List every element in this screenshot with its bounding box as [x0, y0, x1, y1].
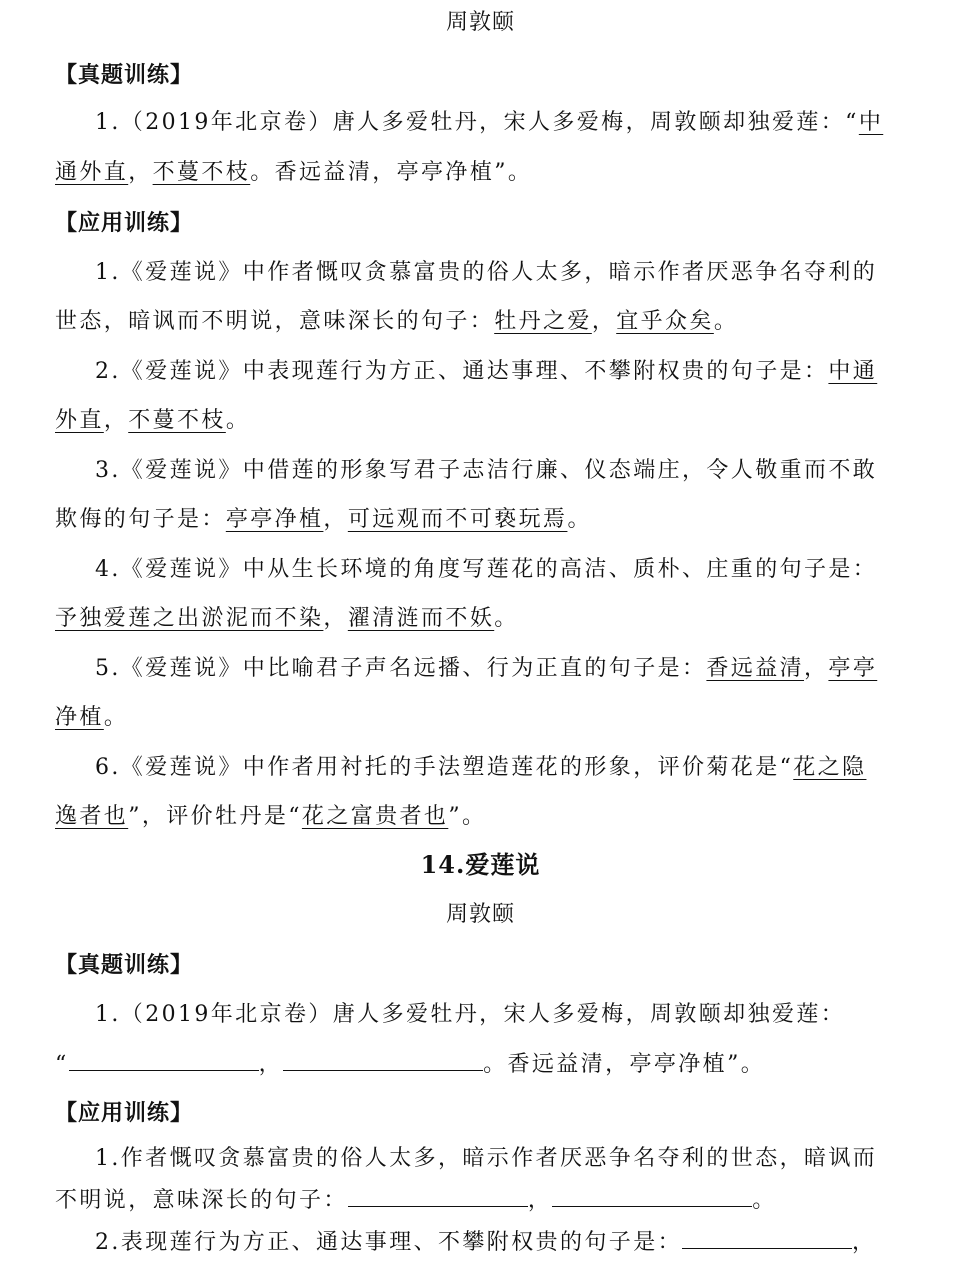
q3-line2-upper: 欺侮的句子是：亭亭净植，可远观而不可亵玩焉。	[55, 507, 592, 532]
zhenti-heading-upper: 【真题训练】	[55, 62, 194, 88]
q5-line2-upper: 净植。	[55, 705, 129, 730]
q4-line2-upper: 予独爱莲之出淤泥而不染，濯清涟而不妖。	[55, 606, 519, 631]
answer-blank[interactable]	[69, 1052, 259, 1071]
answer-text: 可远观而不可亵玩焉	[347, 507, 568, 532]
answer-text: 濯清涟而不妖	[347, 606, 495, 631]
answer-blank[interactable]	[348, 1188, 528, 1207]
answer-text: 中	[858, 110, 884, 135]
yingyong-heading-lower: 【应用训练】	[55, 1100, 194, 1126]
zhenti-q1-line1-lower: 1.（2019年北京卷）唐人多爱牡丹，宋人多爱梅，周敦颐却独爱莲：	[95, 1002, 846, 1027]
zhenti-q1-line2-lower: “ ， 。香远益清，亭亭净植”。	[55, 1052, 766, 1077]
answer-text: 中通	[828, 359, 878, 384]
answer-text: 宜乎众矣	[616, 309, 714, 334]
answer-text: 亭亭	[828, 656, 878, 681]
q1-line1-lower: 1.作者慨叹贪慕富贵的俗人太多，暗示作者厌恶争名夺利的世态，暗讽而	[95, 1146, 878, 1171]
answer-text: 牡丹之爱	[494, 309, 592, 334]
zhenti-q1-line2-upper: 通外直，不蔓不枝。香远益清，亭亭净植”。	[55, 160, 533, 185]
q1-line2-lower: 不明说，意味深长的句子： ， 。	[55, 1188, 777, 1213]
zhenti-q1-line1-upper: 1.（2019年北京卷）唐人多爱牡丹，宋人多爱梅，周敦颐却独爱莲：“中	[95, 110, 884, 135]
answer-text: 花之富贵者也	[301, 804, 449, 829]
q6-line1-upper: 6.《爱莲说》中作者用衬托的手法塑造莲花的形象，评价菊花是“花之隐	[95, 755, 867, 780]
q5-line1-upper: 5.《爱莲说》中比喻君子声名远播、行为正直的句子是：香远益清，亭亭	[95, 656, 878, 681]
answer-blank[interactable]	[283, 1052, 483, 1071]
answer-text: 不蔓不枝	[152, 160, 251, 185]
q2-line2-upper: 外直，不蔓不枝。	[55, 408, 251, 433]
lesson-title: 14.爱莲说	[420, 850, 541, 879]
q1-line2-upper: 世态，暗讽而不明说，意味深长的句子：牡丹之爱，宜乎众矣。	[55, 309, 739, 334]
q6-line2-upper: 逸者也”，评价牡丹是“花之富贵者也”。	[55, 804, 487, 829]
q3-line1-upper: 3.《爱莲说》中借莲的形象写君子志洁行廉、仪态端庄，令人敬重而不敢	[95, 458, 878, 483]
author-name-upper: 周敦颐	[445, 10, 515, 35]
zhenti-heading-lower: 【真题训练】	[55, 952, 194, 978]
answer-text: 予独爱莲之出淤泥而不染	[55, 606, 324, 631]
answer-text: 净植	[55, 705, 104, 730]
answer-text: 花之隐	[793, 755, 867, 780]
answer-text: 香远益清	[706, 656, 805, 681]
answer-text: 亭亭净植	[225, 507, 324, 532]
answer-text: 不蔓不枝	[128, 408, 226, 433]
q1-line1-upper: 1.《爱莲说》中作者慨叹贪慕富贵的俗人太多，暗示作者厌恶争名夺利的	[95, 260, 878, 285]
author-name-lower: 周敦颐	[445, 902, 515, 927]
q2-line1-lower: 2.表现莲行为方正、通达事理、不攀附权贵的句子是： ，	[95, 1230, 877, 1255]
answer-blank[interactable]	[682, 1230, 852, 1249]
answer-text: 逸者也	[55, 804, 129, 829]
q4-line1-upper: 4.《爱莲说》中从生长环境的角度写莲花的高洁、质朴、庄重的句子是：	[95, 557, 878, 582]
yingyong-heading-upper: 【应用训练】	[55, 210, 194, 236]
q2-line1-upper: 2.《爱莲说》中表现莲行为方正、通达事理、不攀附权贵的句子是：中通	[95, 359, 878, 384]
answer-text: 通外直	[55, 160, 129, 185]
answer-blank[interactable]	[552, 1188, 752, 1207]
answer-text: 外直	[55, 408, 104, 433]
